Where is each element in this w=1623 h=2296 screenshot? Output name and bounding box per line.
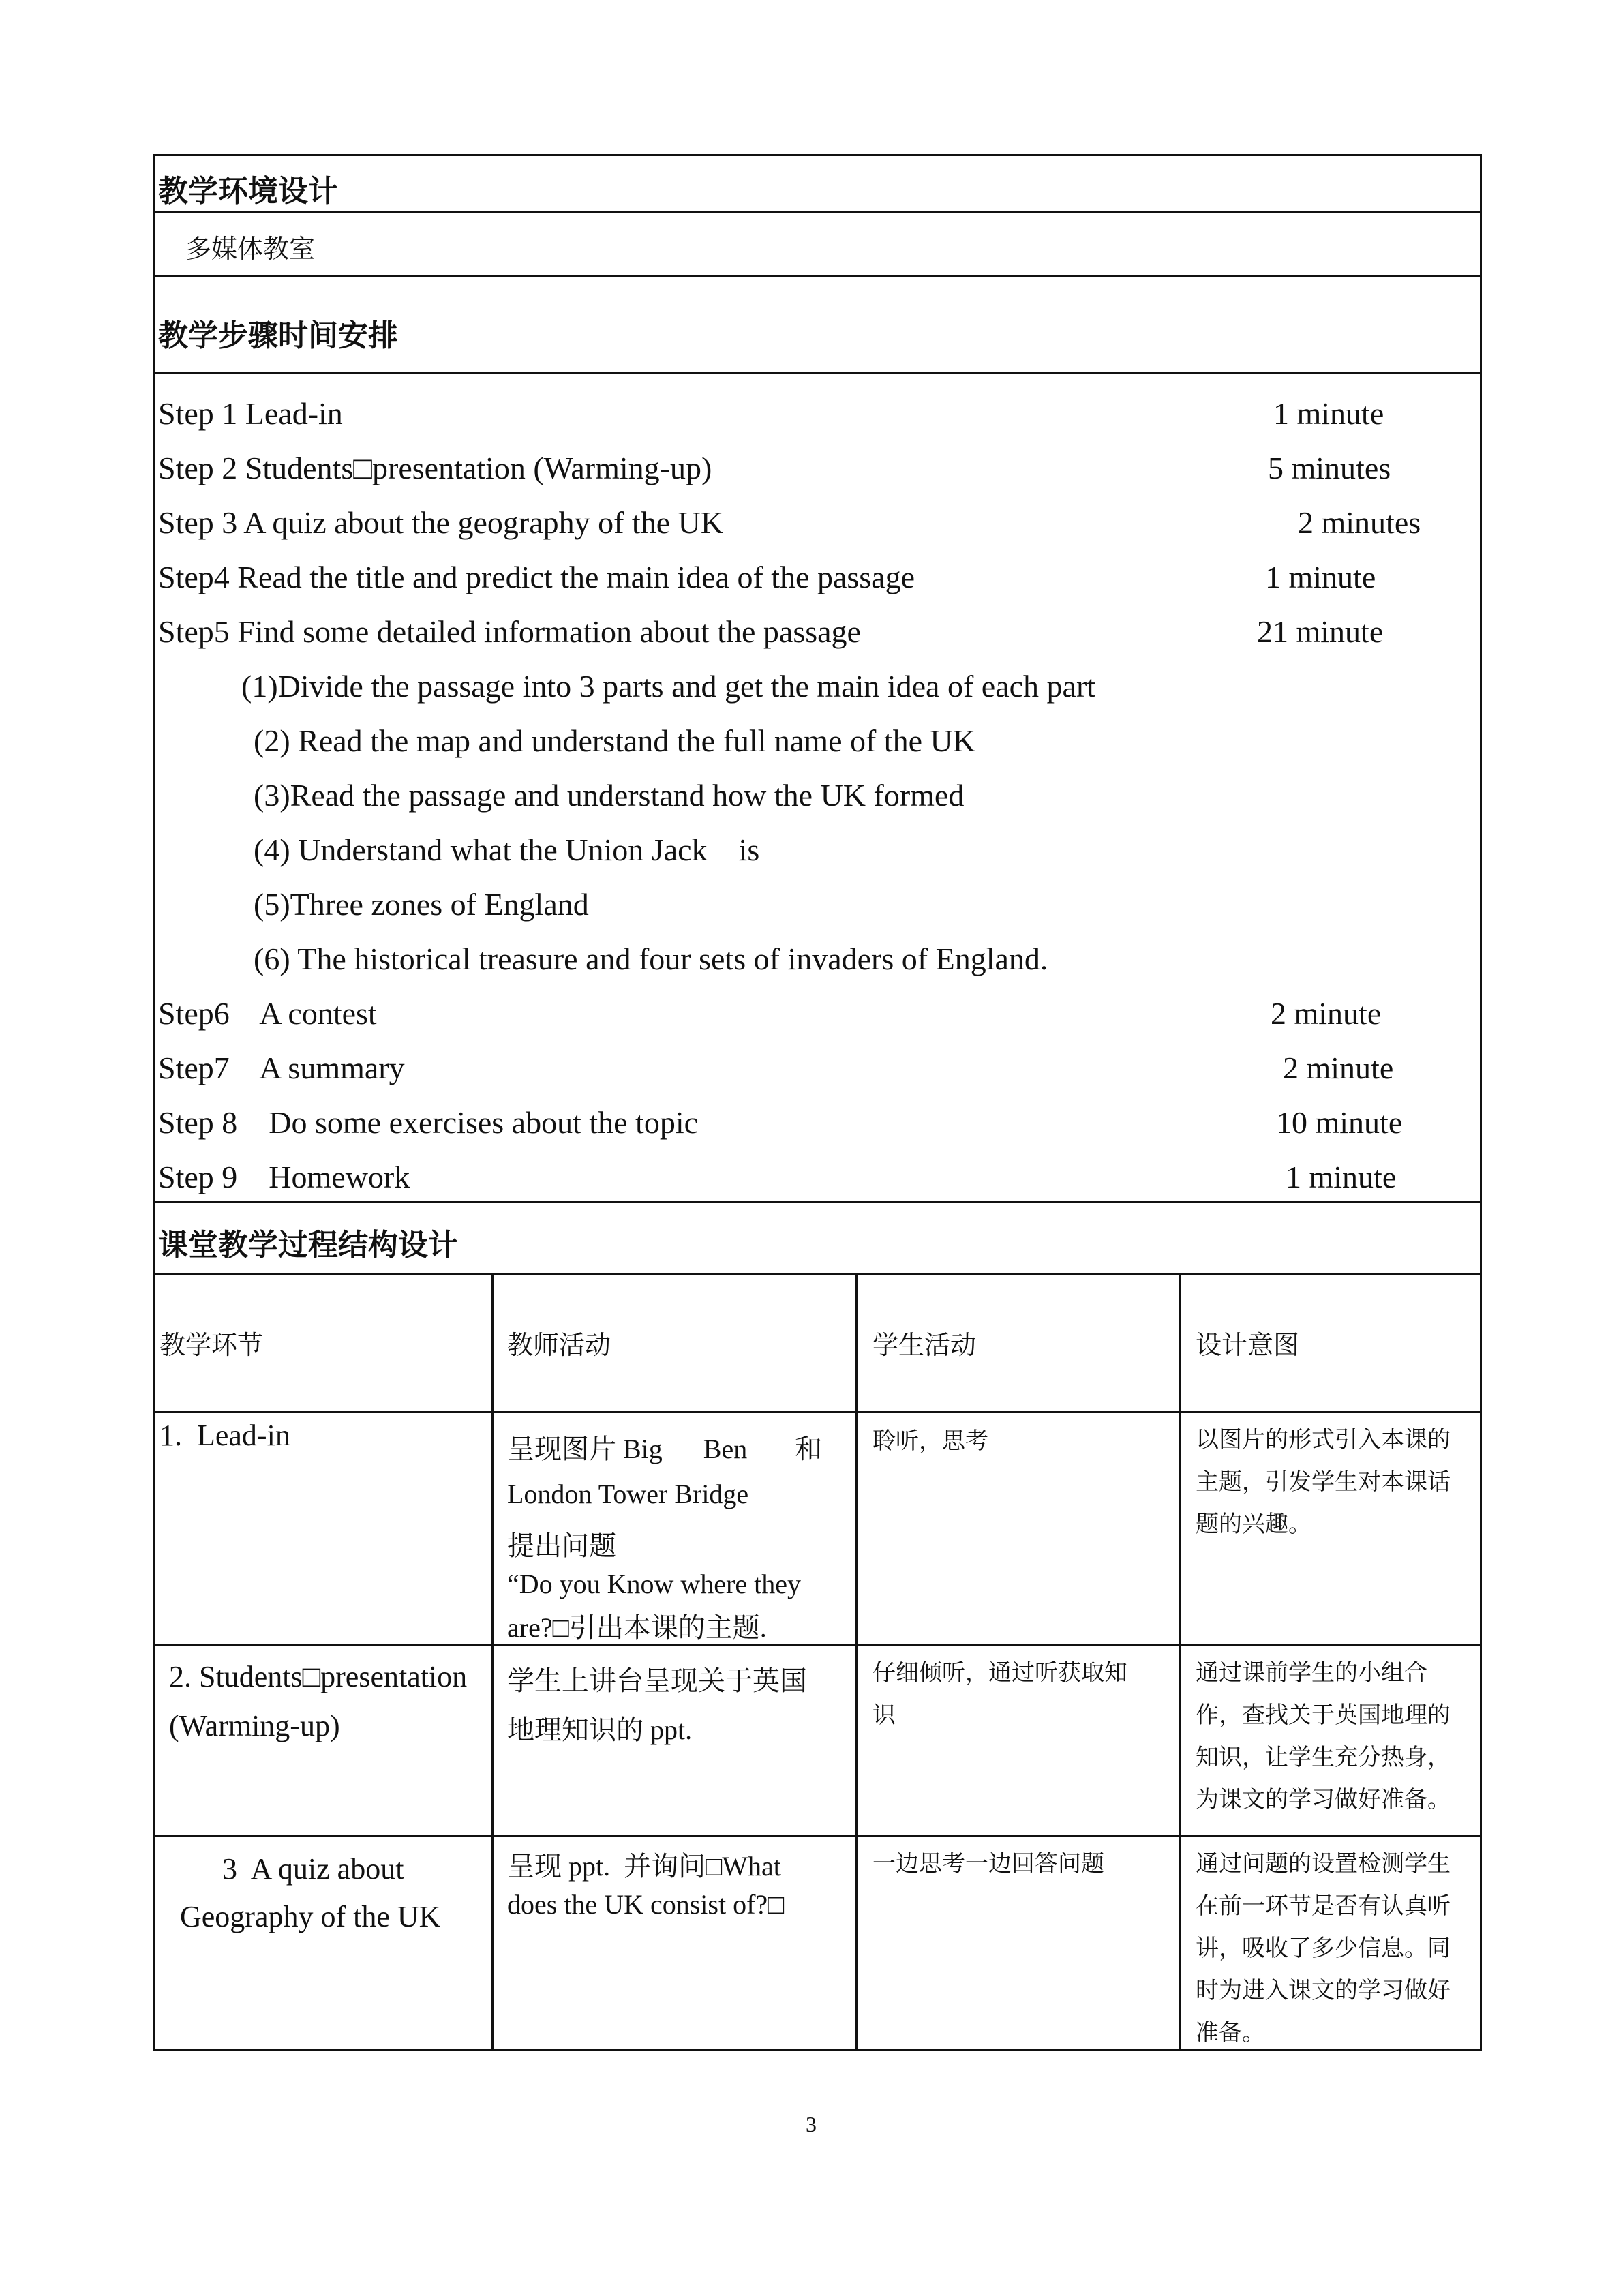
table-top-border xyxy=(153,154,1482,156)
env-section-value: 多媒体教室 xyxy=(185,234,316,264)
column-header: 教学环节 xyxy=(160,1330,264,1360)
design-purpose-line: 在前一环节是否有认真听 xyxy=(1196,1892,1451,1920)
row-divider xyxy=(153,1644,1482,1646)
schedule-section-title: 教学步骤时间安排 xyxy=(158,318,398,353)
schedule-step: Step7 A summary xyxy=(158,1051,405,1085)
design-purpose-line: 作，查找关于英国地理的 xyxy=(1196,1702,1451,1729)
column-header: 教师活动 xyxy=(507,1330,611,1360)
teacher-activity-line: 地理知识的 ppt. xyxy=(507,1715,693,1745)
schedule-substep: (4) Understand what the Union Jack is xyxy=(254,832,760,867)
column-divider xyxy=(855,1273,858,2051)
teacher-activity-line: does the UK consist of?□ xyxy=(507,1889,785,1920)
stage-cell: 3 A quiz about xyxy=(222,1852,404,1886)
design-purpose-line: 为课文的学习做好准备。 xyxy=(1196,1786,1451,1813)
design-purpose-line: 题的兴趣。 xyxy=(1196,1511,1311,1538)
student-activity-line: 识 xyxy=(873,1702,896,1729)
teacher-activity-line: London Tower Bridge xyxy=(507,1479,749,1509)
column-divider xyxy=(491,1273,494,2051)
schedule-step: Step 9 Homework xyxy=(158,1160,410,1194)
row-divider xyxy=(153,1835,1482,1837)
teacher-activity-line: “Do you Know where they xyxy=(507,1569,801,1599)
row-divider xyxy=(153,372,1482,374)
schedule-step-time: 21 minute xyxy=(1257,614,1384,649)
env-section-title: 教学环境设计 xyxy=(158,174,338,209)
row-divider xyxy=(153,1411,1482,1413)
student-activity-line: 一边思考一边回答问题 xyxy=(873,1850,1104,1877)
design-purpose-line: 通过问题的设置检测学生 xyxy=(1196,1850,1451,1877)
teacher-activity-line: 学生上讲台呈现关于英国 xyxy=(507,1665,807,1696)
row-divider xyxy=(153,275,1482,277)
design-purpose-line: 知识，让学生充分热身， xyxy=(1196,1744,1451,1771)
design-purpose-line: 时为进入课文的学习做好 xyxy=(1196,1977,1451,2004)
schedule-step: Step4 Read the title and predict the main idea of the passage xyxy=(158,560,915,594)
schedule-substep: (5)Three zones of England xyxy=(254,887,589,922)
schedule-step-time: 2 minute xyxy=(1283,1051,1394,1085)
schedule-step-time: 1 minute xyxy=(1273,396,1384,431)
teacher-activity-line: 提出问题 xyxy=(507,1530,616,1561)
schedule-step-time: 1 minute xyxy=(1265,560,1376,594)
schedule-substep: (6) The historical treasure and four sets of invaders of England. xyxy=(254,941,1048,976)
teacher-activity-line: 呈现图片 Big Ben 和 xyxy=(507,1434,823,1464)
table-left-border xyxy=(153,154,155,2051)
stage-cell: Geography of the UK xyxy=(180,1900,441,1933)
schedule-step-time: 5 minutes xyxy=(1268,451,1391,485)
teacher-activity-line: 呈现 ppt. 并询问□What xyxy=(507,1851,781,1882)
schedule-step: Step 3 A quiz about the geography of the UK xyxy=(158,505,724,540)
design-purpose-line: 以图片的形式引入本课的 xyxy=(1196,1426,1451,1453)
column-divider xyxy=(1179,1273,1181,2051)
stage-cell: (Warming-up) xyxy=(169,1709,340,1742)
row-divider xyxy=(153,1273,1482,1275)
table-bottom-border xyxy=(153,2049,1482,2051)
schedule-step: Step 8 Do some exercises about the topic xyxy=(158,1105,699,1140)
schedule-step: Step5 Find some detailed information about the passage xyxy=(158,614,861,649)
schedule-step: Step6 A contest xyxy=(158,996,377,1031)
student-activity-line: 仔细倾听，通过听获取知 xyxy=(873,1659,1127,1687)
page-number: 3 xyxy=(806,2112,817,2136)
table-right-border xyxy=(1480,154,1482,2051)
design-purpose-line: 通过课前学生的小组合 xyxy=(1196,1659,1427,1687)
row-divider xyxy=(153,1201,1482,1203)
schedule-step-time: 2 minute xyxy=(1271,996,1382,1031)
schedule-step-time: 10 minute xyxy=(1276,1105,1403,1140)
stage-cell: 1. Lead-in xyxy=(160,1419,290,1452)
schedule-step-time: 2 minutes xyxy=(1298,505,1421,540)
teacher-activity-line: are?□引出本课的主题. xyxy=(507,1612,767,1643)
column-header: 学生活动 xyxy=(873,1330,977,1360)
student-activity-line: 聆听，思考 xyxy=(873,1428,988,1455)
schedule-step-time: 1 minute xyxy=(1286,1160,1397,1194)
schedule-step: Step 2 Students□presentation (Warming-up) xyxy=(158,451,712,485)
design-purpose-line: 准备。 xyxy=(1196,2019,1265,2046)
column-header: 设计意图 xyxy=(1196,1330,1300,1360)
row-divider xyxy=(153,211,1482,213)
process-section-title: 课堂教学过程结构设计 xyxy=(158,1228,458,1263)
schedule-step: Step 1 Lead-in xyxy=(158,396,343,431)
design-purpose-line: 主题，引发学生对本课话 xyxy=(1196,1468,1451,1496)
schedule-substep: (1)Divide the passage into 3 parts and get the main idea of each part xyxy=(241,669,1096,704)
stage-cell: 2. Students□presentation xyxy=(169,1660,468,1693)
schedule-substep: (3)Read the passage and understand how the UK formed xyxy=(254,778,965,813)
design-purpose-line: 讲，吸收了多少信息。同 xyxy=(1196,1935,1451,1962)
schedule-substep: (2) Read the map and understand the full name of the UK xyxy=(254,723,975,758)
